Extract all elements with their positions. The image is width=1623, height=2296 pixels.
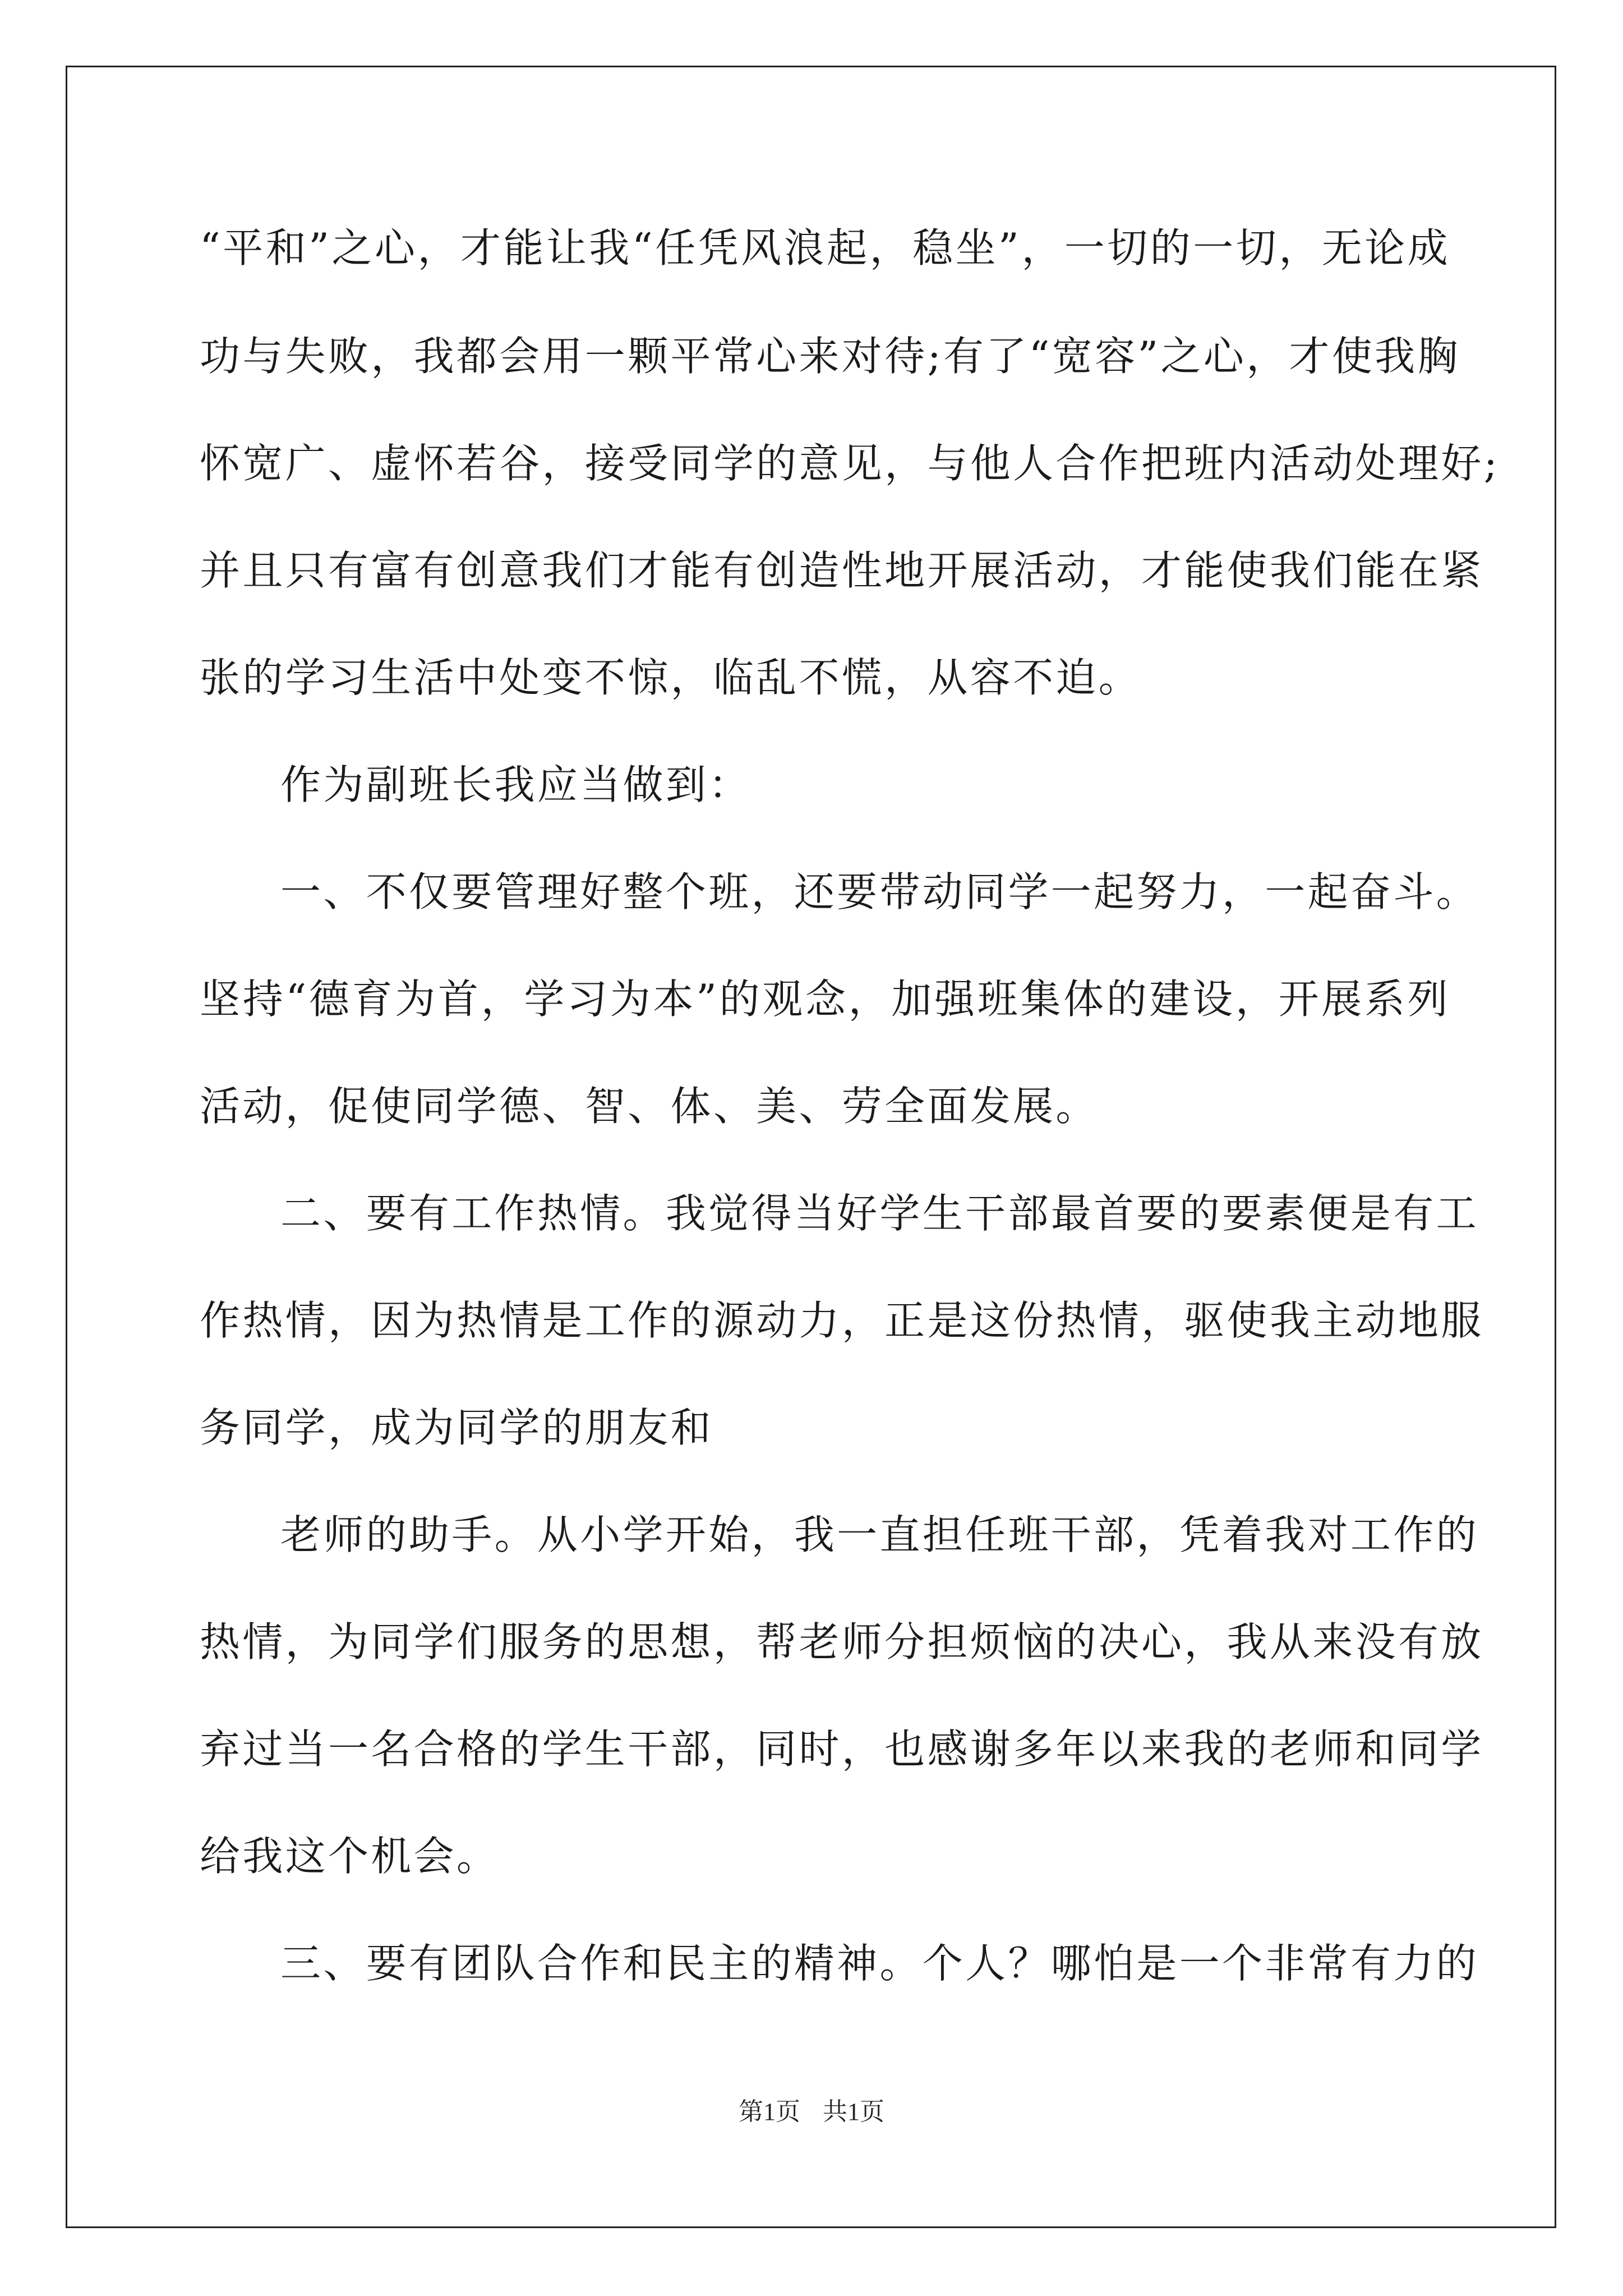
text-line: 作为副班长我应当做到： xyxy=(280,761,751,808)
text-line: 张的学习生活中处变不惊，临乱不慌，从容不迫。 xyxy=(200,654,1142,701)
text-line: 务同学，成为同学的朋友和 xyxy=(200,1404,713,1451)
text-line: 热情，为同学们服务的思想，帮老师分担烦恼的决心，我从来没有放 xyxy=(200,1618,1484,1665)
text-line: 功与失败，我都会用一颗平常心来对待;有了“宽容”之心，才使我胸 xyxy=(200,333,1460,380)
page-number: 第1页 xyxy=(739,2098,800,2125)
text-line: 并且只有富有创意我们才能有创造性地开展活动，才能使我们能在紧 xyxy=(200,547,1484,594)
page-total: 共1页 xyxy=(823,2098,884,2125)
text-line: 坚持“德育为首，学习为本”的观念，加强班集体的建设，开展系列 xyxy=(200,976,1450,1023)
text-line: 活动，促使同学德、智、体、美、劳全面发展。 xyxy=(200,1083,1099,1130)
text-line: 老师的助手。从小学开始，我一直担任班干部，凭着我对工作的 xyxy=(280,1511,1479,1558)
text-line: 一、不仅要管理好整个班，还要带动同学一起努力，一起奋斗。 xyxy=(280,868,1479,915)
text-line: 二、要有工作热情。我觉得当好学生干部最首要的要素便是有工 xyxy=(280,1190,1479,1237)
text-line: 给我这个机会。 xyxy=(200,1833,500,1880)
text-line: 三、要有团队合作和民主的精神。个人？哪怕是一个非常有力的 xyxy=(280,1940,1479,1987)
page-border xyxy=(66,66,1556,2228)
text-line: 怀宽广、虚怀若谷，接受同学的意见，与他人合作把班内活动处理好; xyxy=(200,440,1500,487)
text-line: 作热情，因为热情是工作的源动力，正是这份热情，驱使我主动地服 xyxy=(200,1297,1484,1344)
page-footer xyxy=(0,2095,1623,2129)
text-line: 弃过当一名合格的学生干部，同时，也感谢多年以来我的老师和同学 xyxy=(200,1726,1484,1773)
text-line: “平和”之心，才能让我“任凭风浪起，稳坐”，一切的一切，无论成 xyxy=(200,224,1450,272)
